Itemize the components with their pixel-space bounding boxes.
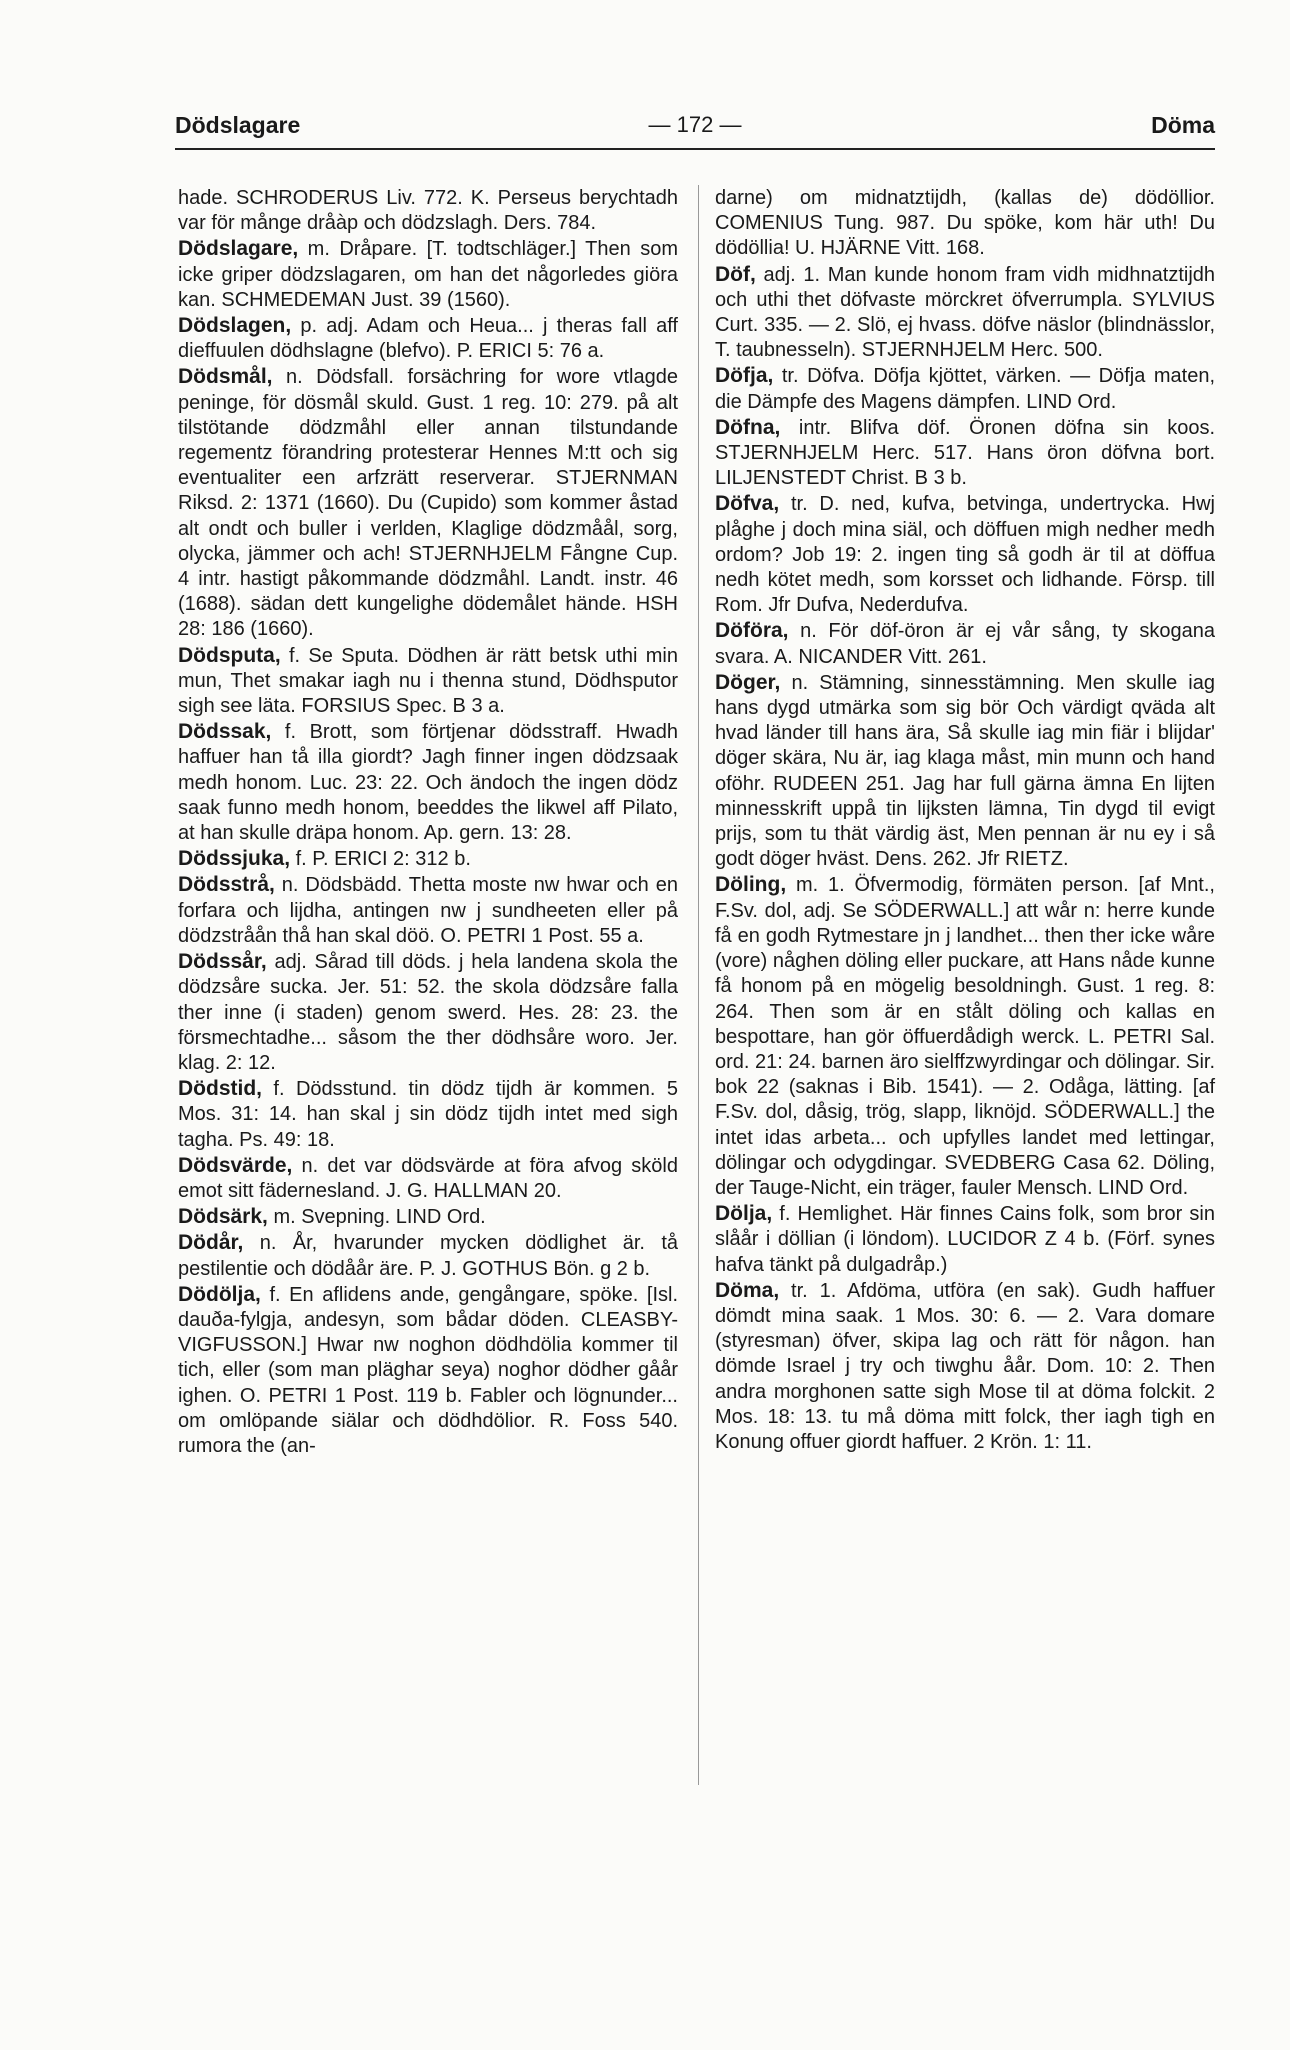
entry <box>715 491 1215 618</box>
entry-text: f. Dödsstund. tin dödz tijdh är kommen. 5 Mos. 31: 14. han skal j sin dödz tijdh intet med sigh tagha. Ps. 49: 18. <box>178 1078 678 1151</box>
entry <box>178 185 678 236</box>
entry-headword: Döf, <box>715 262 756 286</box>
entry-headword: Dödsvärde, <box>178 1153 293 1177</box>
entry <box>715 415 1215 492</box>
entry-headword: Dödsputa, <box>178 643 281 667</box>
entry <box>178 1153 678 1204</box>
page-number: — 172 — <box>648 112 742 137</box>
entry-text: f. Hemlighet. Här finnes Cains folk, som bror sin slåår i döllian (i löndom). LUCIDOR Z 4 b. (Förf. synes hafva tänkt på dulgadråp.) <box>715 1203 1215 1276</box>
entry <box>178 949 678 1076</box>
entry-text: f. P. ERICI 2: 312 b. <box>295 848 471 871</box>
entry <box>715 363 1215 414</box>
entry <box>178 236 678 313</box>
entry-text: m. 1. Öfvermodig, förmäten person. [af Mnt., F.Sv. dol, adj. Se SÖDERWALL.] att wår n: herre kunde få en godh Rytmestare jn j landhet... then ther icke wåre (vore) någhen döling eller puckare, att Hans nåde kunne få honom på en mögelig besoldningh. Gust. 1 reg. 8: 264. Then som är en stålt döling och kallas en bespottare, han gör öffuerdådigh werck. L. PETRI Sal. ord. 21: 24. barnen äro sielffzwyrdingar och dölingar. Sir. bok 22 (saknas i Bib. 1541). — 2. Odåga, lätting. [af F.Sv. dol, dåsig, trög, slapp, liknöjd. SÖDERWALL.] the intet idas arbeta... och upfylles landet med lettingar, dölingar och odygdingar. SVEDBERG Casa 62. Döling, der Tauge-Nicht, ein träger, fauler Mensch. LIND Ord. <box>715 874 1215 1199</box>
entry-headword: Döger, <box>715 670 781 694</box>
entry <box>178 1230 678 1281</box>
entry-text: adj. Sårad till döds. j hela landena skola the dödzsåre sucka. Jer. 51: 52. the skola dödzsåre falla ther inne (i staden) genom swerd. Hes. 28: 23. the försmechtadhe... såsom the ther dödhsåre woro. Jer. klag. 2: 12. <box>178 951 679 1074</box>
entry <box>178 872 678 949</box>
right-column <box>715 185 1215 1455</box>
header-rule <box>175 148 1215 150</box>
header-left-catchword: Dödslagare <box>175 112 301 138</box>
entry-headword: Dölja, <box>715 1202 773 1226</box>
entry-headword: Dödstid, <box>178 1077 262 1101</box>
left-column <box>178 185 678 1459</box>
entry <box>178 846 678 872</box>
entry-headword: Dödölja, <box>178 1282 261 1306</box>
entry <box>715 872 1215 1201</box>
entry-text: n. År, hvarunder mycken dödlighet är. tå pestilentie och dödåår äre. P. J. GOTHUS Bön. g 2 b. <box>178 1232 678 1280</box>
entry-headword: Dödslagen, <box>178 314 292 338</box>
entry-headword: Dödssjuka, <box>178 847 291 871</box>
entry-headword: Döfja, <box>715 364 774 388</box>
entry-text: m. Dråpare. [T. todtschläger.] Then som icke griper dödzslagaren, om han det någorledes giöra kan. SCHMEDEMAN Just. 39 (1560). <box>178 238 678 311</box>
header-right-catchword: Döma <box>1151 112 1215 138</box>
entry <box>178 719 678 846</box>
entry-headword: Döfva, <box>715 492 780 516</box>
entry-headword: Dödsmål, <box>178 365 273 389</box>
entry-text: darne) om midnatztijdh, (kallas de) dödöllior. COMENIUS Tung. 987. Du spöke, kom här uth! Du dödöllia! U. HJÄRNE Vitt. 168. <box>715 187 1215 260</box>
entry-text: n. För döf-öron är ej vår sång, ty skogana svara. A. NICANDER Vitt. 261. <box>715 620 1216 668</box>
entry-headword: Döma, <box>715 1278 780 1302</box>
entry-text: tr. D. ned, kufva, betvinga, undertrycka. Hwj plåghe j doch mina siäl, och döffuen migh nedher medh ordom? Job 19: 2. ingen ting så godh är til at döffua nedh kötet medh, som korsset och lidhande. Försp. till Rom. Jfr Dufva, Nederdufva. <box>715 493 1215 617</box>
entry <box>715 1278 1215 1455</box>
entry <box>715 670 1215 873</box>
entry-headword: Döling, <box>715 873 787 897</box>
entry-text: n. Dödsbädd. Thetta moste nw hwar och en forfara och lijdha, antingen nw j sundheeten eller på dödzstråån thå han skal döö. O. PETRI 1 Post. 55 a. <box>178 874 678 947</box>
entry <box>715 1201 1215 1278</box>
column-divider <box>698 185 699 1785</box>
entry <box>178 1076 678 1153</box>
entry-headword: Dödssak, <box>178 720 272 744</box>
entry-text: n. Dödsfall. forsächring for wore vtlagde peninge, för dösmål skuld. Gust. 1 reg. 10: 279. på alt tilstötande dödzmåhl eller annan tilstundande regementz förandring protesterar Hennes M:tt och sig eventualiter een arfzrätt reserverar. STJERNMAN Riksd. 2: 1371 (1660). Du (Cupido) som kommer åstad alt ondt och buller i verlden, Klaglige dödzmåål, sorg, olycka, jämmer och ach! STJERNHJELM Fångne Cup. 4 intr. hastigt påkommande dödzmåhl. Landt. instr. 46 (1688). sädan dett kungelighe dödemålet hände. HSH 28: 186 (1660). <box>178 366 678 641</box>
page-header <box>175 112 1215 152</box>
entry-headword: Dödssår, <box>178 950 267 974</box>
entry-headword: Dödslagare, <box>178 237 299 261</box>
entry <box>715 262 1215 364</box>
entry-text: f. Brott, som förtjenar dödsstraff. Hwadh haffuer han tå illa giordt? Jagh finner ingen dödzsaak medh honom. Luc. 23: 22. Och ändoch the ingen dödz saak funno medh honom, beeddes the likwel aff Pilato, at han skulle dräpa honom. Ap. gern. 13: 28. <box>178 721 678 845</box>
entry <box>178 313 678 364</box>
entry-headword: Döfna, <box>715 415 781 439</box>
entry-text: intr. Blifva döf. Öronen döfna sin koos. STJERNHJELM Herc. 517. Hans öron döfvna bort. LILJENSTEDT Christ. B 3 b. <box>715 416 1215 490</box>
entry-headword: Dödår, <box>178 1231 244 1255</box>
entry-text: tr. Döfva. Döfja kjöttet, värken. — Döfja maten, die Dämpfe des Magens dämpfen. LIND Ord. <box>715 365 1215 413</box>
entry-text: n. det var dödsvärde at föra afvog sköld emot sitt fädernesland. J. G. HALLMAN 20. <box>178 1154 678 1202</box>
entry <box>178 1282 678 1459</box>
entry <box>178 364 678 642</box>
entry-text: p. adj. Adam och Heua... j theras fall aff dieffuulen dödhslagne (blefvo). P. ERICI 5: 76 a. <box>178 315 678 363</box>
entry <box>178 643 678 720</box>
entry-text: hade. SCHRODERUS Liv. 772. K. Perseus berychtadh var för månge dråàp och dödzslagh. Ders. 784. <box>178 187 678 235</box>
entry <box>178 1204 678 1230</box>
entry <box>715 618 1215 669</box>
entry-text: f. Se Sputa. Dödhen är rätt betsk uthi min mun, Thet smakar iagh nu i thenna stund, Dödhsputor sigh see läta. FORSIUS Spec. B 3 a. <box>178 644 678 718</box>
entry-text: tr. 1. Afdöma, utföra (en sak). Gudh haffuer dömdt mina saak. 1 Mos. 30: 6. — 2. Vara domare (styresman) öfver, skipa lag och rätt för någon. han dömde Israel j try och tiwghu åår. Dom. 10: 2. Then andra morghonen satte sigh Mose til at döma folckit. 2 Mos. 18: 13. tu må döma mitt folck, ther iagh tigh en Konung offuer giordt haffuer. 2 Krön. 1: 11. <box>715 1279 1215 1453</box>
entry-text: n. Stämning, sinnesstämning. Men skulle iag hans dygd utmärka som sig bör Och värdigt qväda alt hvad länder till hans ära, Så skulle iag min fiär i blijdar' döger skära, Nu är, iag klaga måst, min munn och hand oföhr. RUDEEN 251. Jag har full gärna ämna En lijten minnesskrift uppå tin lijksten lämna, Tin dygd til evigt prijs, som tu thät värdig äst, Men pennan är nu ey i så godt döger hväst. Dens. 262. Jfr RIETZ. <box>715 671 1215 871</box>
entry-text: f. En aflidens ande, gengångare, spöke. [Isl. dauða-fylgja, andesyn, som bådar döden. CLEASBY-VIGFUSSON.] Hwar nw noghon dödhdölia kommer til tich, eller (som man pläghar seya) noghor dödher gåår ighen. O. PETRI 1 Post. 119 b. Fabler och lögnunder... om omlöpande siälar och dödhdölior. R. Foss 540. rumora the (an- <box>178 1283 678 1457</box>
entry-headword: Döföra, <box>715 619 789 643</box>
entry-headword: Dödsärk, <box>178 1205 268 1229</box>
entry-text: m. Svepning. LIND Ord. <box>273 1206 486 1229</box>
entry-headword: Dödsstrå, <box>178 873 275 897</box>
entry <box>715 185 1215 262</box>
entry-text: adj. 1. Man kunde honom fram vidh midhnatztijdh och uthi thet döfvaste mörckret öfverrumpla. SYLVIUS Curt. 335. — 2. Slö, ej hvass. döfve näslor (blindnässlor, T. taubnesseln). STJERNHJELM Herc. 500. <box>715 263 1216 362</box>
